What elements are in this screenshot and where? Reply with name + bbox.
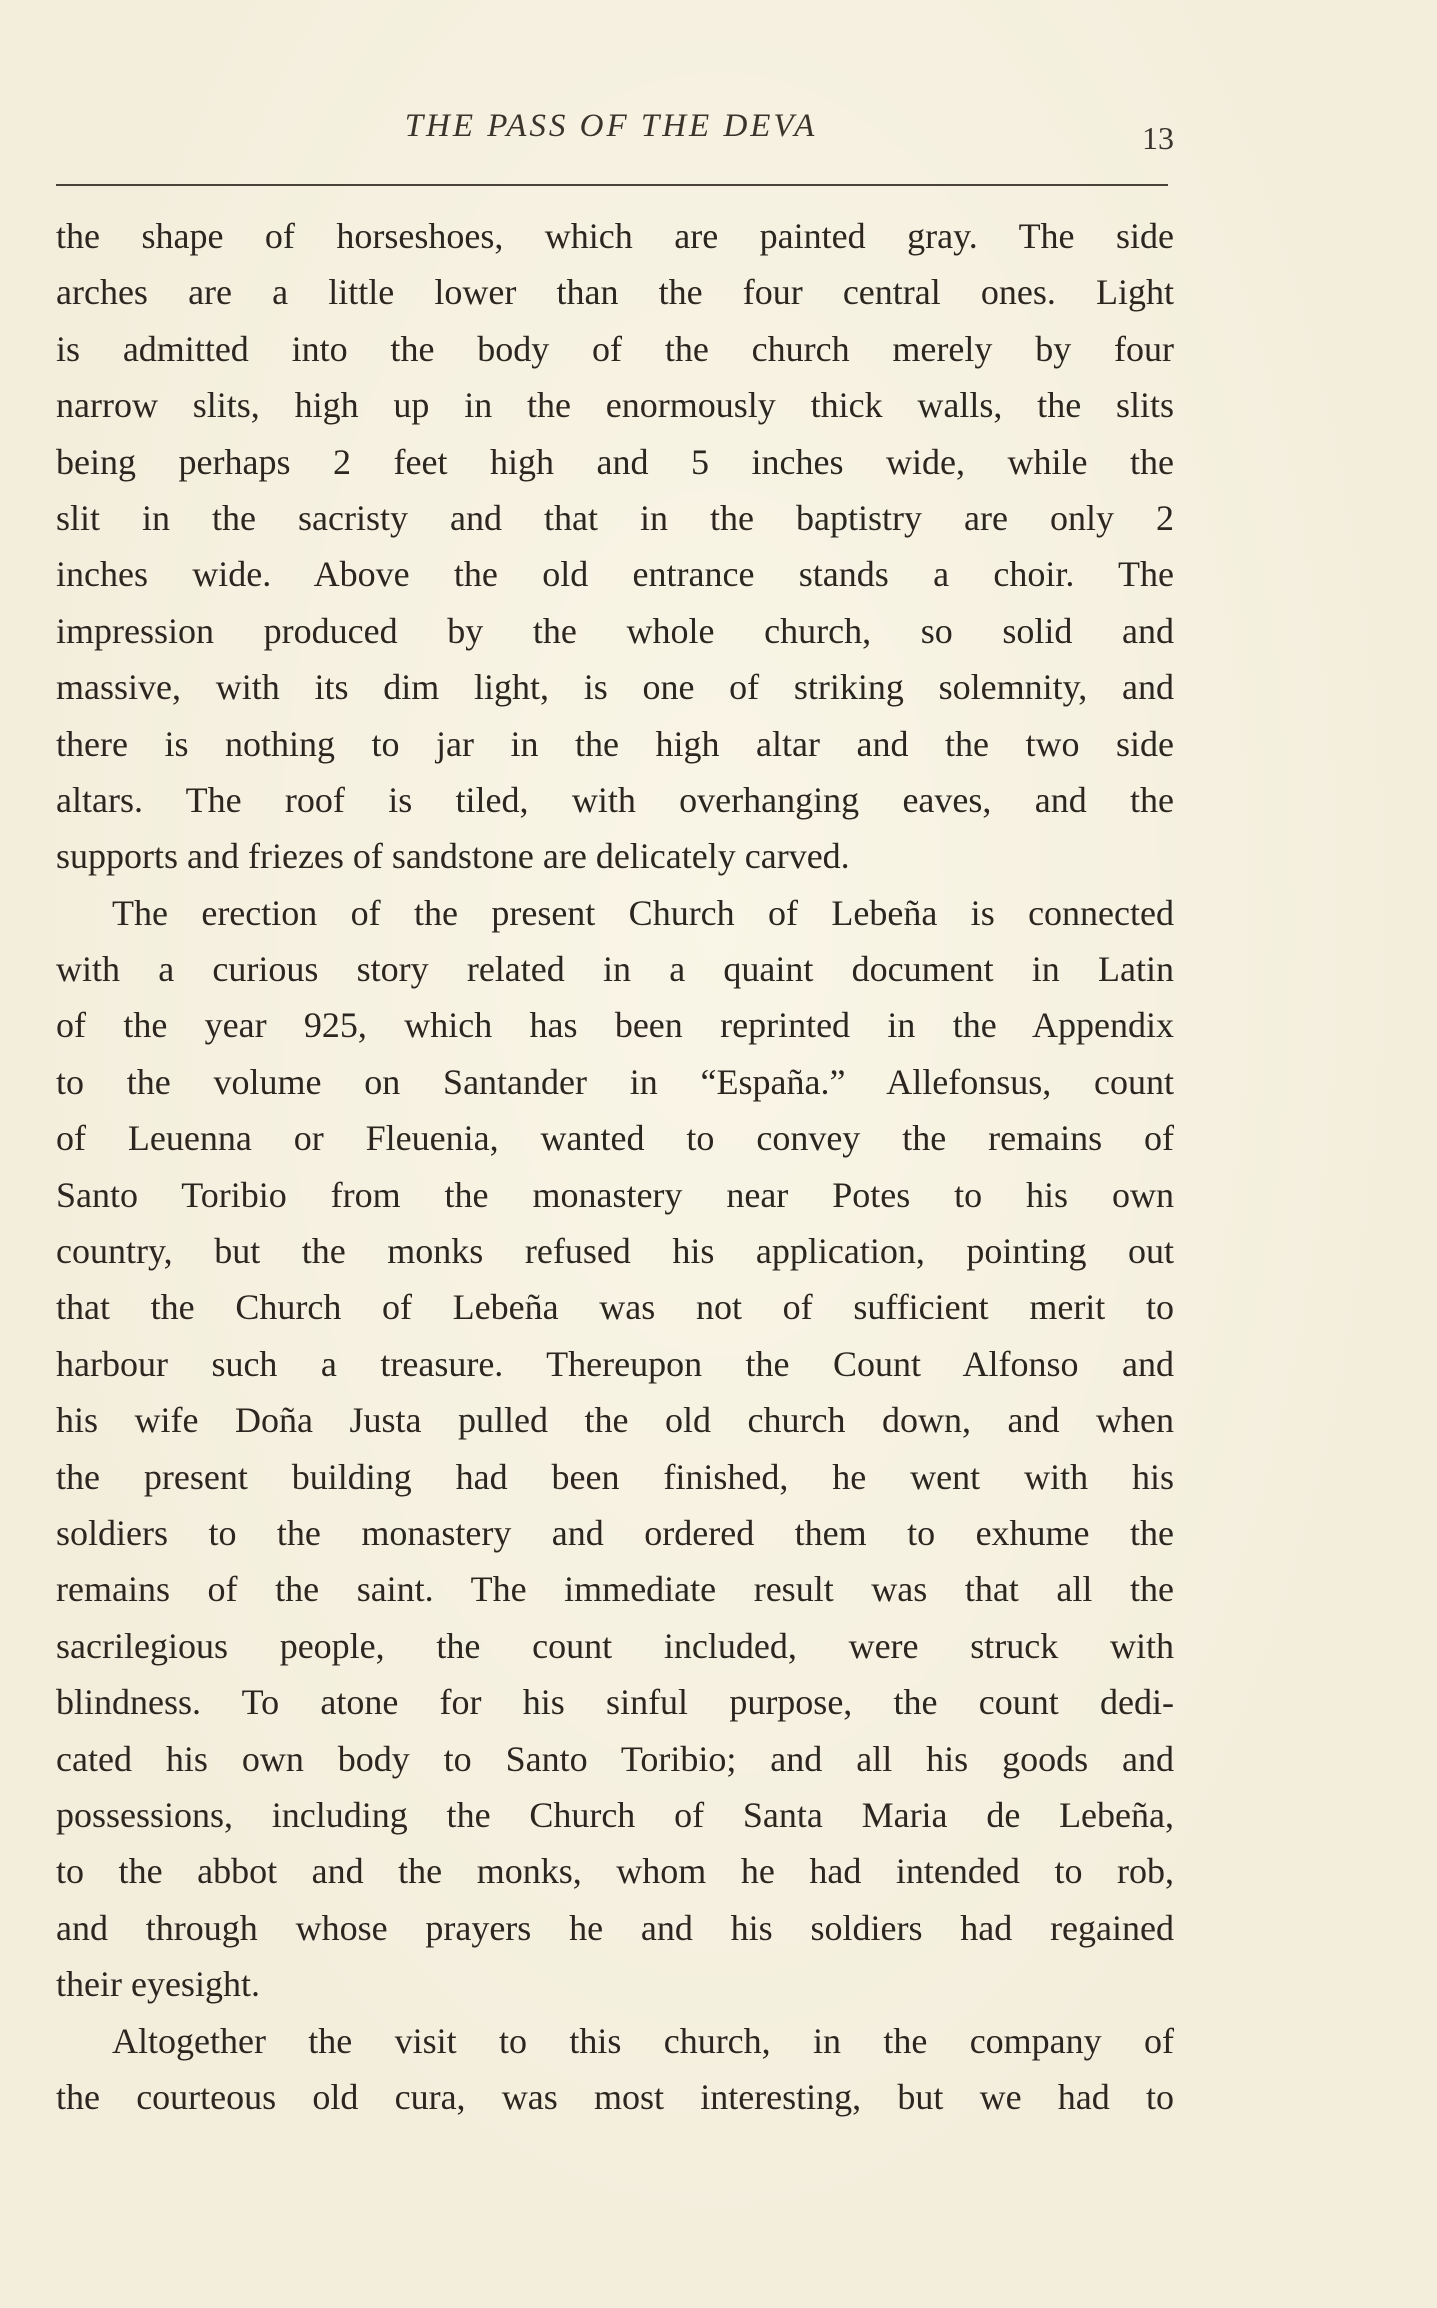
text-line: slit in the sacristy and that in the baptistry are only 2 bbox=[56, 497, 1174, 538]
text-line: altars. The roof is tiled, with overhanging eaves, and the bbox=[56, 779, 1174, 820]
running-title: THE PASS OF THE DEVA bbox=[404, 108, 818, 144]
text-line: the shape of horseshoes, which are painted gray. The side bbox=[56, 216, 1174, 256]
text-line: country, but the monks refused his application, pointing out bbox=[56, 1231, 1174, 1272]
text-line: being perhaps 2 feet high and 5 inches wide, while the bbox=[56, 441, 1174, 482]
header-rule bbox=[56, 184, 1168, 186]
text-line: inches wide. Above the old entrance stands a choir. The bbox=[56, 554, 1174, 595]
text-line: massive, with its dim light, is one of striking solemnity, and bbox=[56, 667, 1174, 708]
paragraph-start-line: The erection of the present Church of Lebeña is connected bbox=[112, 892, 1174, 933]
text-line: their eyesight. bbox=[56, 1964, 260, 2005]
text-line: cated his own body to Santo Toribio; and all his goods and bbox=[56, 1738, 1174, 1779]
text-line: soldiers to the monastery and ordered them to exhume the bbox=[56, 1512, 1174, 1553]
text-line: harbour such a treasure. Thereupon the Count Alfonso and bbox=[56, 1343, 1174, 1384]
text-line: the courteous old cura, was most interesting, but we had to bbox=[56, 2076, 1174, 2117]
text-line: is admitted into the body of the church merely by four bbox=[56, 328, 1174, 369]
text-line: there is nothing to jar in the high altar and the two side bbox=[56, 723, 1174, 764]
text-line: his wife Doña Justa pulled the old church down, and when bbox=[56, 1400, 1174, 1441]
text-line: supports and friezes of sandstone are delicately carved. bbox=[56, 836, 850, 877]
text-line: to the abbot and the monks, whom he had intended to rob, bbox=[56, 1851, 1174, 1892]
text-line: Santo Toribio from the monastery near Potes to his own bbox=[56, 1174, 1174, 1215]
text-line: of Leuenna or Fleuenia, wanted to convey the remains of bbox=[56, 1118, 1174, 1159]
text-line: with a curious story related in a quaint document in Latin bbox=[56, 949, 1174, 990]
text-line: to the volume on Santander in “España.” Allefonsus, count bbox=[56, 1061, 1174, 1102]
text-line: blindness. To atone for his sinful purpose, the count dedi- bbox=[56, 1682, 1174, 1723]
text-line: that the Church of Lebeña was not of sufficient merit to bbox=[56, 1287, 1174, 1328]
text-line: sacrilegious people, the count included, were struck with bbox=[56, 1625, 1174, 1666]
paragraph-start-line: Altogether the visit to this church, in the company of bbox=[112, 2020, 1174, 2061]
text-line: narrow slits, high up in the enormously thick walls, the slits bbox=[56, 385, 1174, 426]
running-head bbox=[56, 108, 1174, 158]
text-line: impression produced by the whole church, so solid and bbox=[56, 610, 1174, 651]
text-line: remains of the saint. The immediate result was that all the bbox=[56, 1569, 1174, 1610]
text-line: and through whose prayers he and his soldiers had regained bbox=[56, 1907, 1174, 1948]
text-line: the present building had been finished, he went with his bbox=[56, 1456, 1174, 1497]
text-line: possessions, including the Church of Santa Maria de Lebeña, bbox=[56, 1794, 1174, 1835]
body-text bbox=[56, 208, 1174, 2125]
text-line: arches are a little lower than the four central ones. Light bbox=[56, 272, 1174, 313]
page-number: 13 bbox=[1142, 120, 1174, 156]
text-line: of the year 925, which has been reprinted in the Appendix bbox=[56, 1005, 1174, 1046]
